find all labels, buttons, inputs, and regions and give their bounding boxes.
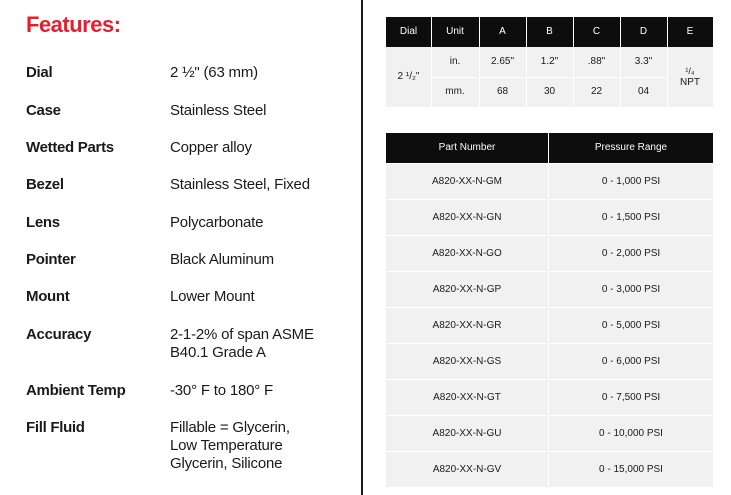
dim-a-mm: 68 <box>496 86 509 97</box>
feature-label: Case <box>26 102 61 119</box>
table-row <box>386 416 713 451</box>
feature-value: Stainless Steel, Fixed <box>170 176 310 193</box>
dim-header-dial: Dial <box>386 17 431 47</box>
grid-line <box>548 164 549 199</box>
part-number: A820-XX-N-GR <box>432 319 502 331</box>
part-number: A820-XX-N-GV <box>432 463 502 475</box>
table-row <box>386 380 713 415</box>
dim-header-d: D <box>620 17 667 47</box>
dim-b-in: 1.2" <box>540 56 559 67</box>
pressure-range: 0 - 1,000 PSI <box>601 175 661 187</box>
pressure-range: 0 - 3,000 PSI <box>601 283 661 295</box>
features-title: Features: <box>26 12 121 37</box>
part-number: A820-XX-N-GP <box>432 283 502 295</box>
table-row <box>386 236 713 271</box>
dim-header-unit: Unit <box>431 17 479 47</box>
dim-unit-in: in. <box>449 56 461 67</box>
feature-label: Ambient Temp <box>26 382 126 399</box>
dim-e-size: ¹/₄ <box>685 66 695 76</box>
feature-value: -30° F to 180° F <box>170 382 274 399</box>
grid-line <box>548 236 549 271</box>
part-number: A820-XX-N-GU <box>432 427 502 439</box>
grid-line <box>548 380 549 415</box>
parts-header <box>386 133 713 163</box>
grid-line <box>548 452 549 487</box>
grid-line <box>548 416 549 451</box>
parts-header-pressure-range: Pressure Range <box>594 142 668 153</box>
grid-line <box>620 17 621 107</box>
pressure-range: 0 - 1,500 PSI <box>601 211 661 223</box>
feature-value: Black Aluminum <box>170 251 274 268</box>
table-row <box>386 164 713 199</box>
dim-header-c: C <box>573 17 620 47</box>
grid-line <box>548 272 549 307</box>
feature-value: Stainless Steel <box>170 102 267 119</box>
feature-value: 2 ½" (63 mm) <box>170 64 258 81</box>
part-number: A820-XX-N-GM <box>431 175 502 187</box>
feature-label: Lens <box>26 214 60 231</box>
parts-header-part-number: Part Number <box>438 142 496 153</box>
dim-c-in: .88" <box>587 56 606 67</box>
pressure-range: 0 - 15,000 PSI <box>599 463 663 475</box>
pressure-range: 0 - 7,500 PSI <box>601 391 661 403</box>
table-row <box>386 344 713 379</box>
grid-line <box>573 17 574 107</box>
dimensions-table <box>386 17 713 107</box>
feature-label: Mount <box>26 288 70 305</box>
feature-label: Dial <box>26 64 53 81</box>
dim-a-in: 2.65" <box>490 56 514 67</box>
part-number: A820-XX-N-GS <box>432 355 502 367</box>
grid-line <box>479 17 480 107</box>
pressure-range: 0 - 10,000 PSI <box>599 427 663 439</box>
feature-label: Pointer <box>26 251 76 268</box>
table-row <box>386 452 713 487</box>
feature-label: Bezel <box>26 176 64 193</box>
grid-line <box>431 77 667 78</box>
grid-line <box>667 17 668 107</box>
grid-line <box>548 200 549 235</box>
dim-header-a: A <box>479 17 526 47</box>
table-row <box>386 200 713 235</box>
table-row <box>386 308 713 343</box>
table-row <box>386 272 713 307</box>
feature-label: Fill Fluid <box>26 419 85 436</box>
dim-header-b: B <box>526 17 573 47</box>
grid-line <box>431 17 432 107</box>
part-number: A820-XX-N-GT <box>433 391 501 403</box>
dim-c-mm: 22 <box>590 86 603 97</box>
feature-label: Accuracy <box>26 326 92 343</box>
feature-label: Wetted Parts <box>26 139 114 156</box>
dim-d-in: 3.3" <box>634 56 653 67</box>
dim-e-thread: NPT <box>680 77 700 88</box>
dim-d-mm: 04 <box>637 86 650 97</box>
pressure-range: 0 - 5,000 PSI <box>601 319 661 331</box>
grid-line <box>548 133 549 163</box>
dim-e-value <box>667 47 713 107</box>
part-number: A820-XX-N-GN <box>432 211 502 223</box>
grid-line <box>548 344 549 379</box>
grid-line <box>548 308 549 343</box>
feature-value: Polycarbonate <box>170 214 264 231</box>
dim-unit-mm: mm. <box>445 86 465 97</box>
feature-value: 2-1-2% of span ASME B40.1 Grade A <box>170 326 314 361</box>
pressure-range: 0 - 2,000 PSI <box>601 247 661 259</box>
feature-value: Lower Mount <box>170 288 255 305</box>
column-divider <box>361 0 363 495</box>
feature-value: Copper alloy <box>170 139 252 156</box>
dim-b-mm: 30 <box>543 86 556 97</box>
part-number: A820-XX-N-GO <box>432 247 502 259</box>
pressure-range: 0 - 6,000 PSI <box>601 355 661 367</box>
dim-dial-value: 2 ¹/₂" <box>397 71 420 82</box>
dim-header-e: E <box>667 17 713 47</box>
grid-line <box>526 17 527 107</box>
feature-value: Fillable = Glycerin, Low Temperature Glycerin, Silicone <box>170 419 290 472</box>
